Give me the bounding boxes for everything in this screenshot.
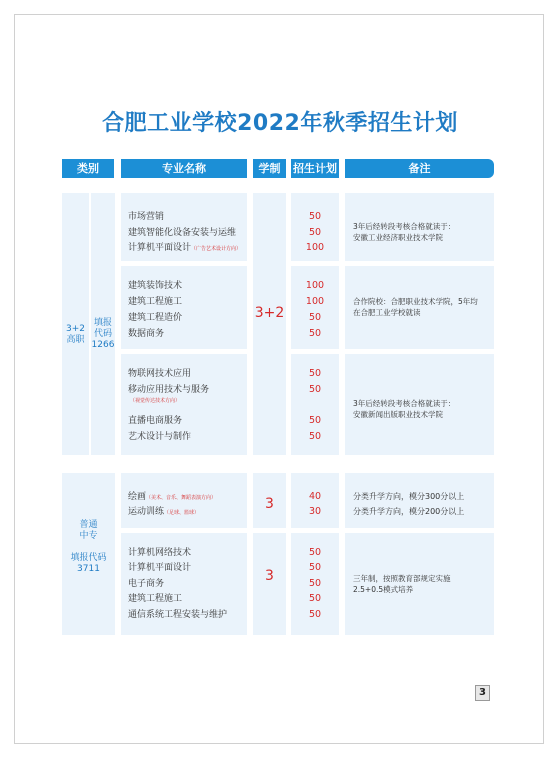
plan-value: 50 [308,328,322,339]
note-text: 3年后经转段考核合格就读于： 安徽工业经济职业技术学院 [353,222,456,242]
major-item: 移动应用技术与服务 [128,385,210,395]
note-text: 分类升学方向，模分200分以上 [353,507,465,516]
plan-value: 50 [308,431,322,442]
major-item: 计算机网络技术 [128,548,192,558]
major-item: 直播电商服务 [128,416,183,426]
major-item: 建筑工程施工 [128,297,183,307]
plan-value: 50 [308,368,322,379]
plan-value: 30 [308,506,322,517]
major-direction-note: （视觉传达技术方向） [130,398,181,404]
section2-group2-duration: 3 [265,568,274,584]
page-number: 3 [475,685,490,701]
header-plan: 招生计划 [291,159,339,178]
note-text: 分类升学方向，模分300分以上 [353,492,465,501]
major-item: 数据商务 [128,329,165,339]
header-category: 类别 [62,159,114,178]
major-item: 建筑工程造价 [128,313,183,323]
header-note: 备注 [345,159,494,178]
section1-category: 3+2 高职 [66,324,85,345]
section1-code: 填报 代码 1266 [91,318,115,350]
section2-group1-duration: 3 [265,496,274,512]
major-item: 艺术设计与制作 [128,432,192,442]
major-item: 计算机平面设计 [128,563,192,573]
plan-value: 100 [305,296,325,307]
plan-value: 50 [308,227,322,238]
header-major: 专业名称 [121,159,247,178]
major-item: 绘画（美术、音乐、舞蹈表演方向） [128,492,217,502]
header-duration: 学制 [253,159,286,178]
major-item: 运动训练（足球、篮球） [128,507,200,517]
plan-value: 50 [308,609,322,620]
section2-code: 填报代码 3711 [70,553,107,574]
plan-value: 50 [308,384,322,395]
plan-value: 50 [308,593,322,604]
note-text: 三年制，按照教育部规定实施 2.5+0.5模式培养 [353,574,451,594]
major-item: 市场营销 [128,212,165,222]
major-item: 物联网技术应用 [128,369,192,379]
note-text: 合作院校：合肥职业技术学院，5年均 在合肥工业学校就读 [353,297,478,317]
section2-category: 普通 中专 [79,520,98,541]
major-direction-note: （美术、音乐、舞蹈表演方向） [146,495,217,501]
plan-value: 100 [305,242,325,253]
plan-value: 100 [305,280,325,291]
plan-value: 40 [308,491,322,502]
major-item: 建筑智能化设备安装与运维 [128,228,237,238]
major-direction-note: （广告艺术设计方向） [191,246,242,252]
section1-duration: 3+2 [254,305,285,321]
major-item: 电子商务 [128,579,165,589]
major-item: 建筑装饰技术 [128,281,183,291]
section2-group2-duration-cell [253,533,286,635]
major-item: 建筑工程施工 [128,594,183,604]
page-title: 合肥工业学校2022年秋季招生计划 [102,111,458,136]
section1-duration-cell [253,193,286,455]
plan-value: 50 [308,562,322,573]
major-direction-note: （足球、篮球） [164,510,200,516]
plan-value: 50 [308,547,322,558]
major-item: 通信系统工程安装与维护 [128,610,228,620]
major-item: 计算机平面设计（广告艺术设计方向） [128,243,242,253]
plan-value: 50 [308,578,322,589]
plan-value: 50 [308,211,322,222]
plan-value: 50 [308,312,322,323]
plan-value: 50 [308,415,322,426]
note-text: 3年后经转段考核合格就读于： 安徽新闻出版职业技术学院 [353,399,456,419]
